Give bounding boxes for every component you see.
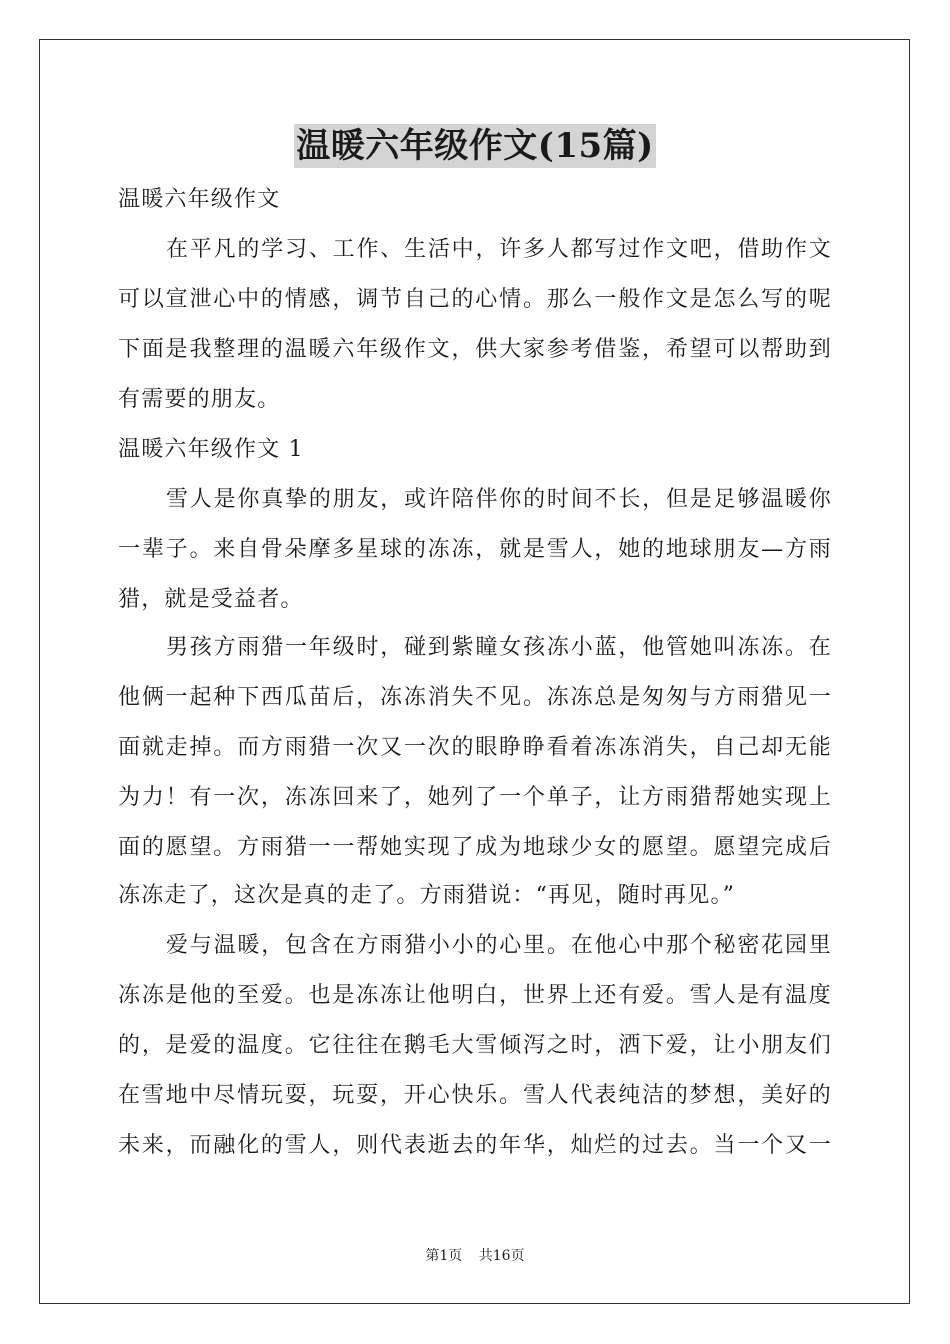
intro-line-4: 有需要的朋友。: [118, 387, 281, 412]
para3-line-5: 未来，而融化的雪人，则代表逝去的年华，灿烂的过去。当一个又一: [118, 1133, 832, 1158]
para2-line-3: 面就走掉。而方雨猎一次又一次的眼睁睁看着冻冻消失，自己却无能: [118, 735, 832, 760]
para2-line-2: 他俩一起种下西瓜苗后，冻冻消失不见。冻冻总是匆匆与方雨猎见一: [118, 685, 832, 710]
para3-line-4: 在雪地中尽情玩耍，玩耍，开心快乐。雪人代表纯洁的梦想，美好的: [118, 1083, 832, 1108]
para3-line-1: 爱与温暖，包含在方雨猎小小的心里。在他心中那个秘密花园里: [166, 933, 832, 958]
document-title: 温暖六年级作文(15篇): [296, 126, 654, 166]
para3-line-2: 冻冻是他的至爱。也是冻冻让他明白，世界上还有爱。雪人是有温度: [118, 983, 832, 1008]
page-frame: [39, 39, 910, 1304]
para1-line-2: 一辈子。来自骨朵摩多星球的冻冻，就是雪人，她的地球朋友—方雨: [118, 537, 832, 562]
page-footer: [0, 1247, 950, 1265]
para3-line-3: 的，是爱的温度。它往往在鹅毛大雪倾泻之时，洒下爱，让小朋友们: [118, 1033, 832, 1058]
intro-line-2: 可以宣泄心中的情感，调节自己的心情。那么一般作文是怎么写的呢: [118, 287, 832, 312]
intro-line-1: 在平凡的学习、工作、生活中，许多人都写过作文吧，借助作文: [166, 237, 832, 262]
para1-line-3: 猎，就是受益者。: [118, 587, 304, 612]
page-total: 共16页: [478, 1248, 525, 1264]
section-heading: 温暖六年级作文 1: [118, 437, 304, 462]
page-number: 第1页: [425, 1248, 463, 1264]
para1-line-1: 雪人是你真挚的朋友，或许陪伴你的时间不长，但是足够温暖你: [166, 487, 832, 512]
para2-line-1: 男孩方雨猎一年级时，碰到紫瞳女孩冻小蓝，他管她叫冻冻。在: [166, 635, 832, 660]
title-wrap: [0, 124, 950, 168]
intro-line-3: 下面是我整理的温暖六年级作文，供大家参考借鉴，希望可以帮助到: [118, 337, 832, 362]
subtitle: 温暖六年级作文: [118, 187, 281, 212]
para2-line-6: 冻冻走了，这次是真的走了。方雨猎说：“再见，随时再见。”: [118, 883, 736, 908]
para2-line-5: 面的愿望。方雨猎一一帮她实现了成为地球少女的愿望。愿望完成后: [118, 835, 832, 860]
para2-line-4: 为力！有一次，冻冻回来了，她列了一个单子，让方雨猎帮她实现上: [118, 785, 832, 810]
